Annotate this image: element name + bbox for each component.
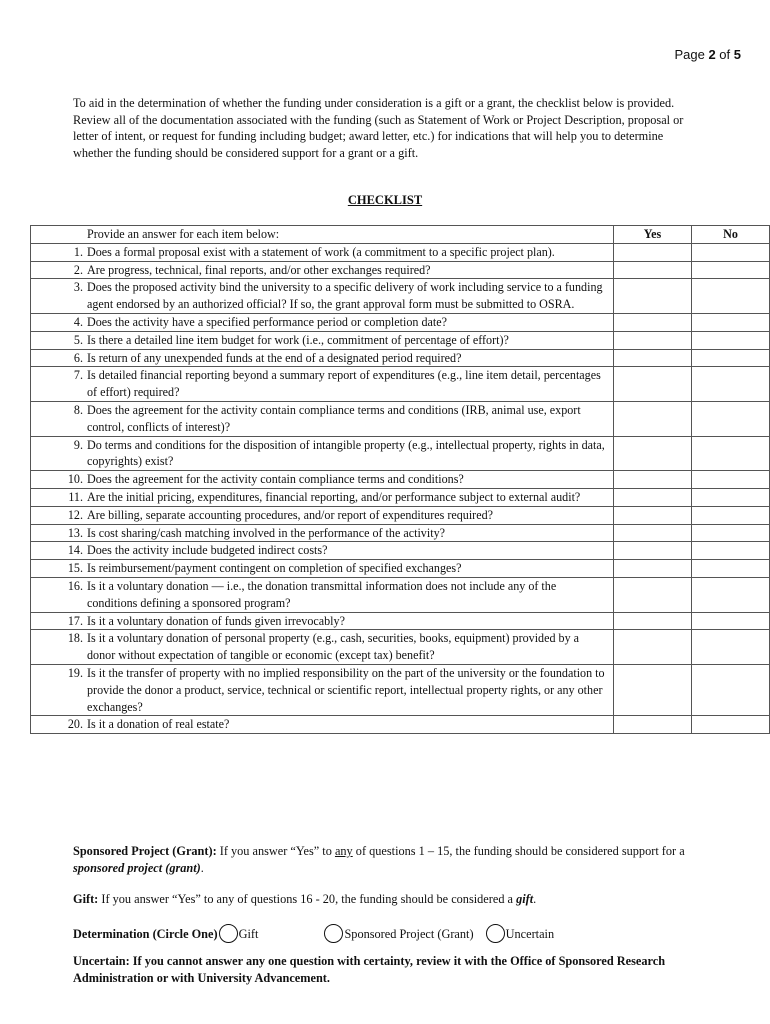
question-cell	[31, 279, 614, 314]
no-answer-cell[interactable]	[692, 367, 770, 402]
gift-option-label: Gift	[238, 927, 259, 941]
no-answer-cell[interactable]	[692, 560, 770, 578]
question-text: Does a formal proposal exist with a statement of work (a commitment to a specific project plan).	[87, 244, 555, 259]
no-answer-cell[interactable]	[692, 488, 770, 506]
table-row	[31, 524, 770, 542]
table-row	[31, 612, 770, 630]
yes-answer-cell[interactable]	[614, 471, 692, 489]
question-cell	[31, 436, 614, 471]
table-row	[31, 506, 770, 524]
page-of: of	[719, 47, 731, 62]
question-text: Is it a voluntary donation of funds given irrevocably?	[87, 613, 345, 628]
question-cell	[31, 630, 614, 665]
question-cell	[31, 560, 614, 578]
table-row	[31, 313, 770, 331]
uncertain-text: If you cannot answer any one question with certainty, review it with the Office of Sponsored Research Administration or with University Advancement.	[73, 954, 666, 985]
question-cell	[31, 542, 614, 560]
yes-answer-cell[interactable]	[614, 279, 692, 314]
table-row	[31, 471, 770, 489]
question-text: Is it a donation of real estate?	[87, 717, 230, 732]
no-answer-cell[interactable]	[692, 664, 770, 715]
uncertain-option-circle[interactable]	[486, 924, 505, 943]
no-answer-cell[interactable]	[692, 542, 770, 560]
gift-emphasis: gift	[516, 892, 534, 906]
checklist-table	[30, 225, 770, 734]
no-answer-cell[interactable]	[692, 261, 770, 279]
intro-paragraph: To aid in the determination of whether the funding under consideration is a gift or a grant, the checklist below is provided. Review all of the documentation associated with the funding (such as Statement of Work or Project Description, proposal or letter of intent, or request for funding including budget; award letter, etc.) for indications that will help you to determine whether the funding should be considered support for a grant or a gift.	[73, 96, 684, 160]
page-current: 2	[708, 47, 716, 62]
yes-answer-cell[interactable]	[614, 664, 692, 715]
table-row	[31, 261, 770, 279]
question-cell	[31, 488, 614, 506]
question-cell	[31, 471, 614, 489]
question-cell	[31, 612, 614, 630]
yes-answer-cell[interactable]	[614, 436, 692, 471]
table-row	[31, 488, 770, 506]
yes-answer-cell[interactable]	[614, 630, 692, 665]
table-row	[31, 716, 770, 734]
question-cell	[31, 524, 614, 542]
table-row	[31, 349, 770, 367]
yes-answer-cell[interactable]	[614, 716, 692, 734]
no-answer-cell[interactable]	[692, 716, 770, 734]
question-cell	[31, 313, 614, 331]
determination-line	[73, 924, 753, 943]
no-answer-cell[interactable]	[692, 401, 770, 436]
gift-end: .	[533, 892, 537, 906]
question-cell	[31, 506, 614, 524]
sponsored-emphasis: sponsored project (grant)	[73, 860, 201, 875]
question-text: Is detailed financial reporting beyond a summary report of expenditures (e.g., line item detail, percentages of effort) required?	[87, 368, 601, 400]
question-text: Do terms and conditions for the disposition of intangible property (e.g., intellectual property, rights in data, copyrights) exist?	[87, 437, 605, 469]
table-row	[31, 577, 770, 612]
question-number: 1.	[73, 244, 83, 259]
yes-answer-cell[interactable]	[614, 524, 692, 542]
no-answer-cell[interactable]	[692, 243, 770, 261]
yes-answer-cell[interactable]	[614, 349, 692, 367]
table-row	[31, 331, 770, 349]
question-cell	[31, 243, 614, 261]
no-answer-cell[interactable]	[692, 331, 770, 349]
uncertain-option-label: Uncertain	[505, 927, 555, 941]
question-number: 16.	[67, 578, 83, 593]
yes-answer-cell[interactable]	[614, 331, 692, 349]
question-cell	[31, 577, 614, 612]
yes-answer-cell[interactable]	[614, 313, 692, 331]
question-cell	[31, 349, 614, 367]
determination-label: Determination (Circle One)	[73, 927, 218, 941]
question-text: Is there a detailed line item budget for work (i.e., commitment of percentage of effort)?	[87, 332, 509, 347]
question-number: 10.	[67, 472, 83, 487]
question-number: 8.	[73, 402, 83, 417]
yes-answer-cell[interactable]	[614, 243, 692, 261]
yes-answer-cell[interactable]	[614, 488, 692, 506]
question-cell	[31, 367, 614, 402]
page-prefix: Page	[674, 47, 705, 62]
question-number: 3.	[73, 280, 83, 295]
table-row	[31, 243, 770, 261]
question-number: 14.	[67, 543, 83, 558]
question-text: Is it the transfer of property with no implied responsibility on the part of the university or the foundation to provide the donor a product, service, technical or scientific report, intellectual property rights, or any other exchanges?	[87, 665, 605, 714]
uncertain-label: Uncertain:	[73, 954, 130, 968]
question-number: 11.	[68, 489, 83, 504]
no-answer-cell[interactable]	[692, 612, 770, 630]
header-instruction: Provide an answer for each item below:	[87, 227, 280, 241]
table-row	[31, 279, 770, 314]
question-text: Is it a voluntary donation of personal property (e.g., cash, securities, books, equipment) provided by a donor without expectation of tangible or economic (except tax) benefit?	[87, 631, 580, 663]
no-answer-cell[interactable]	[692, 436, 770, 471]
sponsored-option-circle[interactable]	[324, 924, 343, 943]
question-cell	[31, 716, 614, 734]
page-total: 5	[733, 47, 741, 62]
question-text: Does the agreement for the activity contain compliance terms and conditions?	[87, 472, 464, 487]
table-row	[31, 436, 770, 471]
question-text: Are progress, technical, final reports, and/or other exchanges required?	[87, 262, 431, 277]
no-answer-cell[interactable]	[692, 279, 770, 314]
question-number: 4.	[73, 314, 83, 329]
no-answer-cell[interactable]	[692, 471, 770, 489]
table-row	[31, 367, 770, 402]
yes-answer-cell[interactable]	[614, 506, 692, 524]
question-cell	[31, 331, 614, 349]
uncertain-paragraph	[73, 953, 713, 986]
yes-header: Yes	[614, 226, 692, 244]
question-text: Does the activity include budgeted indirect costs?	[87, 543, 328, 558]
yes-answer-cell[interactable]	[614, 612, 692, 630]
yes-answer-cell[interactable]	[614, 401, 692, 436]
table-header-row	[31, 226, 770, 244]
question-number: 18.	[67, 631, 83, 646]
sponsored-text-b: of questions 1 – 15, the funding should be considered support for a	[352, 844, 685, 858]
question-text: Does the activity have a specified performance period or completion date?	[87, 314, 447, 329]
header-instruction-cell	[31, 226, 614, 244]
question-text: Does the agreement for the activity contain compliance terms and conditions (IRB, animal use, export control, conflicts of interest)?	[87, 402, 581, 434]
yes-answer-cell[interactable]	[614, 261, 692, 279]
no-answer-cell[interactable]	[692, 577, 770, 612]
table-row	[31, 401, 770, 436]
no-answer-cell[interactable]	[692, 506, 770, 524]
sponsored-project-paragraph	[73, 843, 713, 876]
checklist-title: CHECKLIST	[347, 193, 423, 207]
question-text: Is it a voluntary donation — i.e., the donation transmittal information does not include any of the conditions defining a sponsored program?	[87, 578, 557, 610]
question-cell	[31, 664, 614, 715]
question-number: 9.	[73, 437, 83, 452]
question-number: 13.	[67, 525, 83, 540]
sponsored-any: any	[334, 844, 353, 858]
page-number	[674, 47, 741, 62]
yes-answer-cell[interactable]	[614, 560, 692, 578]
question-text: Is reimbursement/payment contingent on completion of specified exchanges?	[87, 561, 462, 576]
question-number: 2.	[73, 262, 83, 277]
question-number: 15.	[67, 561, 83, 576]
question-number: 12.	[67, 507, 83, 522]
no-answer-cell[interactable]	[692, 630, 770, 665]
question-number: 19.	[67, 665, 83, 680]
question-text: Is cost sharing/cash matching involved in the performance of the activity?	[87, 525, 445, 540]
sponsored-text-a: If you answer “Yes” to	[216, 844, 335, 858]
yes-answer-cell[interactable]	[614, 367, 692, 402]
question-number: 17.	[67, 613, 83, 628]
table-row	[31, 542, 770, 560]
table-row	[31, 560, 770, 578]
table-row	[31, 664, 770, 715]
gift-text: If you answer “Yes” to any of questions 16 - 20, the funding should be considered a	[98, 892, 517, 906]
yes-answer-cell[interactable]	[614, 542, 692, 560]
no-answer-cell[interactable]	[692, 349, 770, 367]
gift-option-circle[interactable]	[219, 924, 238, 943]
sponsored-end: .	[200, 860, 204, 875]
yes-answer-cell[interactable]	[614, 577, 692, 612]
no-answer-cell[interactable]	[692, 524, 770, 542]
question-text: Does the proposed activity bind the university to a specific delivery of work including service to a funding agent endorsed by an authorized official? If so, the grant approval form must be submitted to OSRA.	[87, 280, 603, 312]
question-cell	[31, 401, 614, 436]
question-number: 6.	[73, 350, 83, 365]
gift-paragraph	[73, 891, 713, 908]
sponsored-label: Sponsored Project (Grant):	[73, 844, 217, 858]
question-text: Are billing, separate accounting procedures, and/or report of expenditures required?	[87, 507, 493, 522]
question-text: Are the initial pricing, expenditures, financial reporting, and/or performance subject to external audit?	[87, 489, 581, 504]
sponsored-option-label: Sponsored Project (Grant)	[344, 927, 474, 941]
question-cell	[31, 261, 614, 279]
question-number: 5.	[73, 332, 83, 347]
table-row	[31, 630, 770, 665]
question-number: 20.	[67, 717, 83, 732]
question-text: Is return of any unexpended funds at the end of a designated period required?	[87, 350, 462, 365]
no-answer-cell[interactable]	[692, 313, 770, 331]
gift-label: Gift:	[73, 892, 99, 906]
question-number: 7.	[73, 368, 83, 383]
no-header: No	[692, 226, 770, 244]
